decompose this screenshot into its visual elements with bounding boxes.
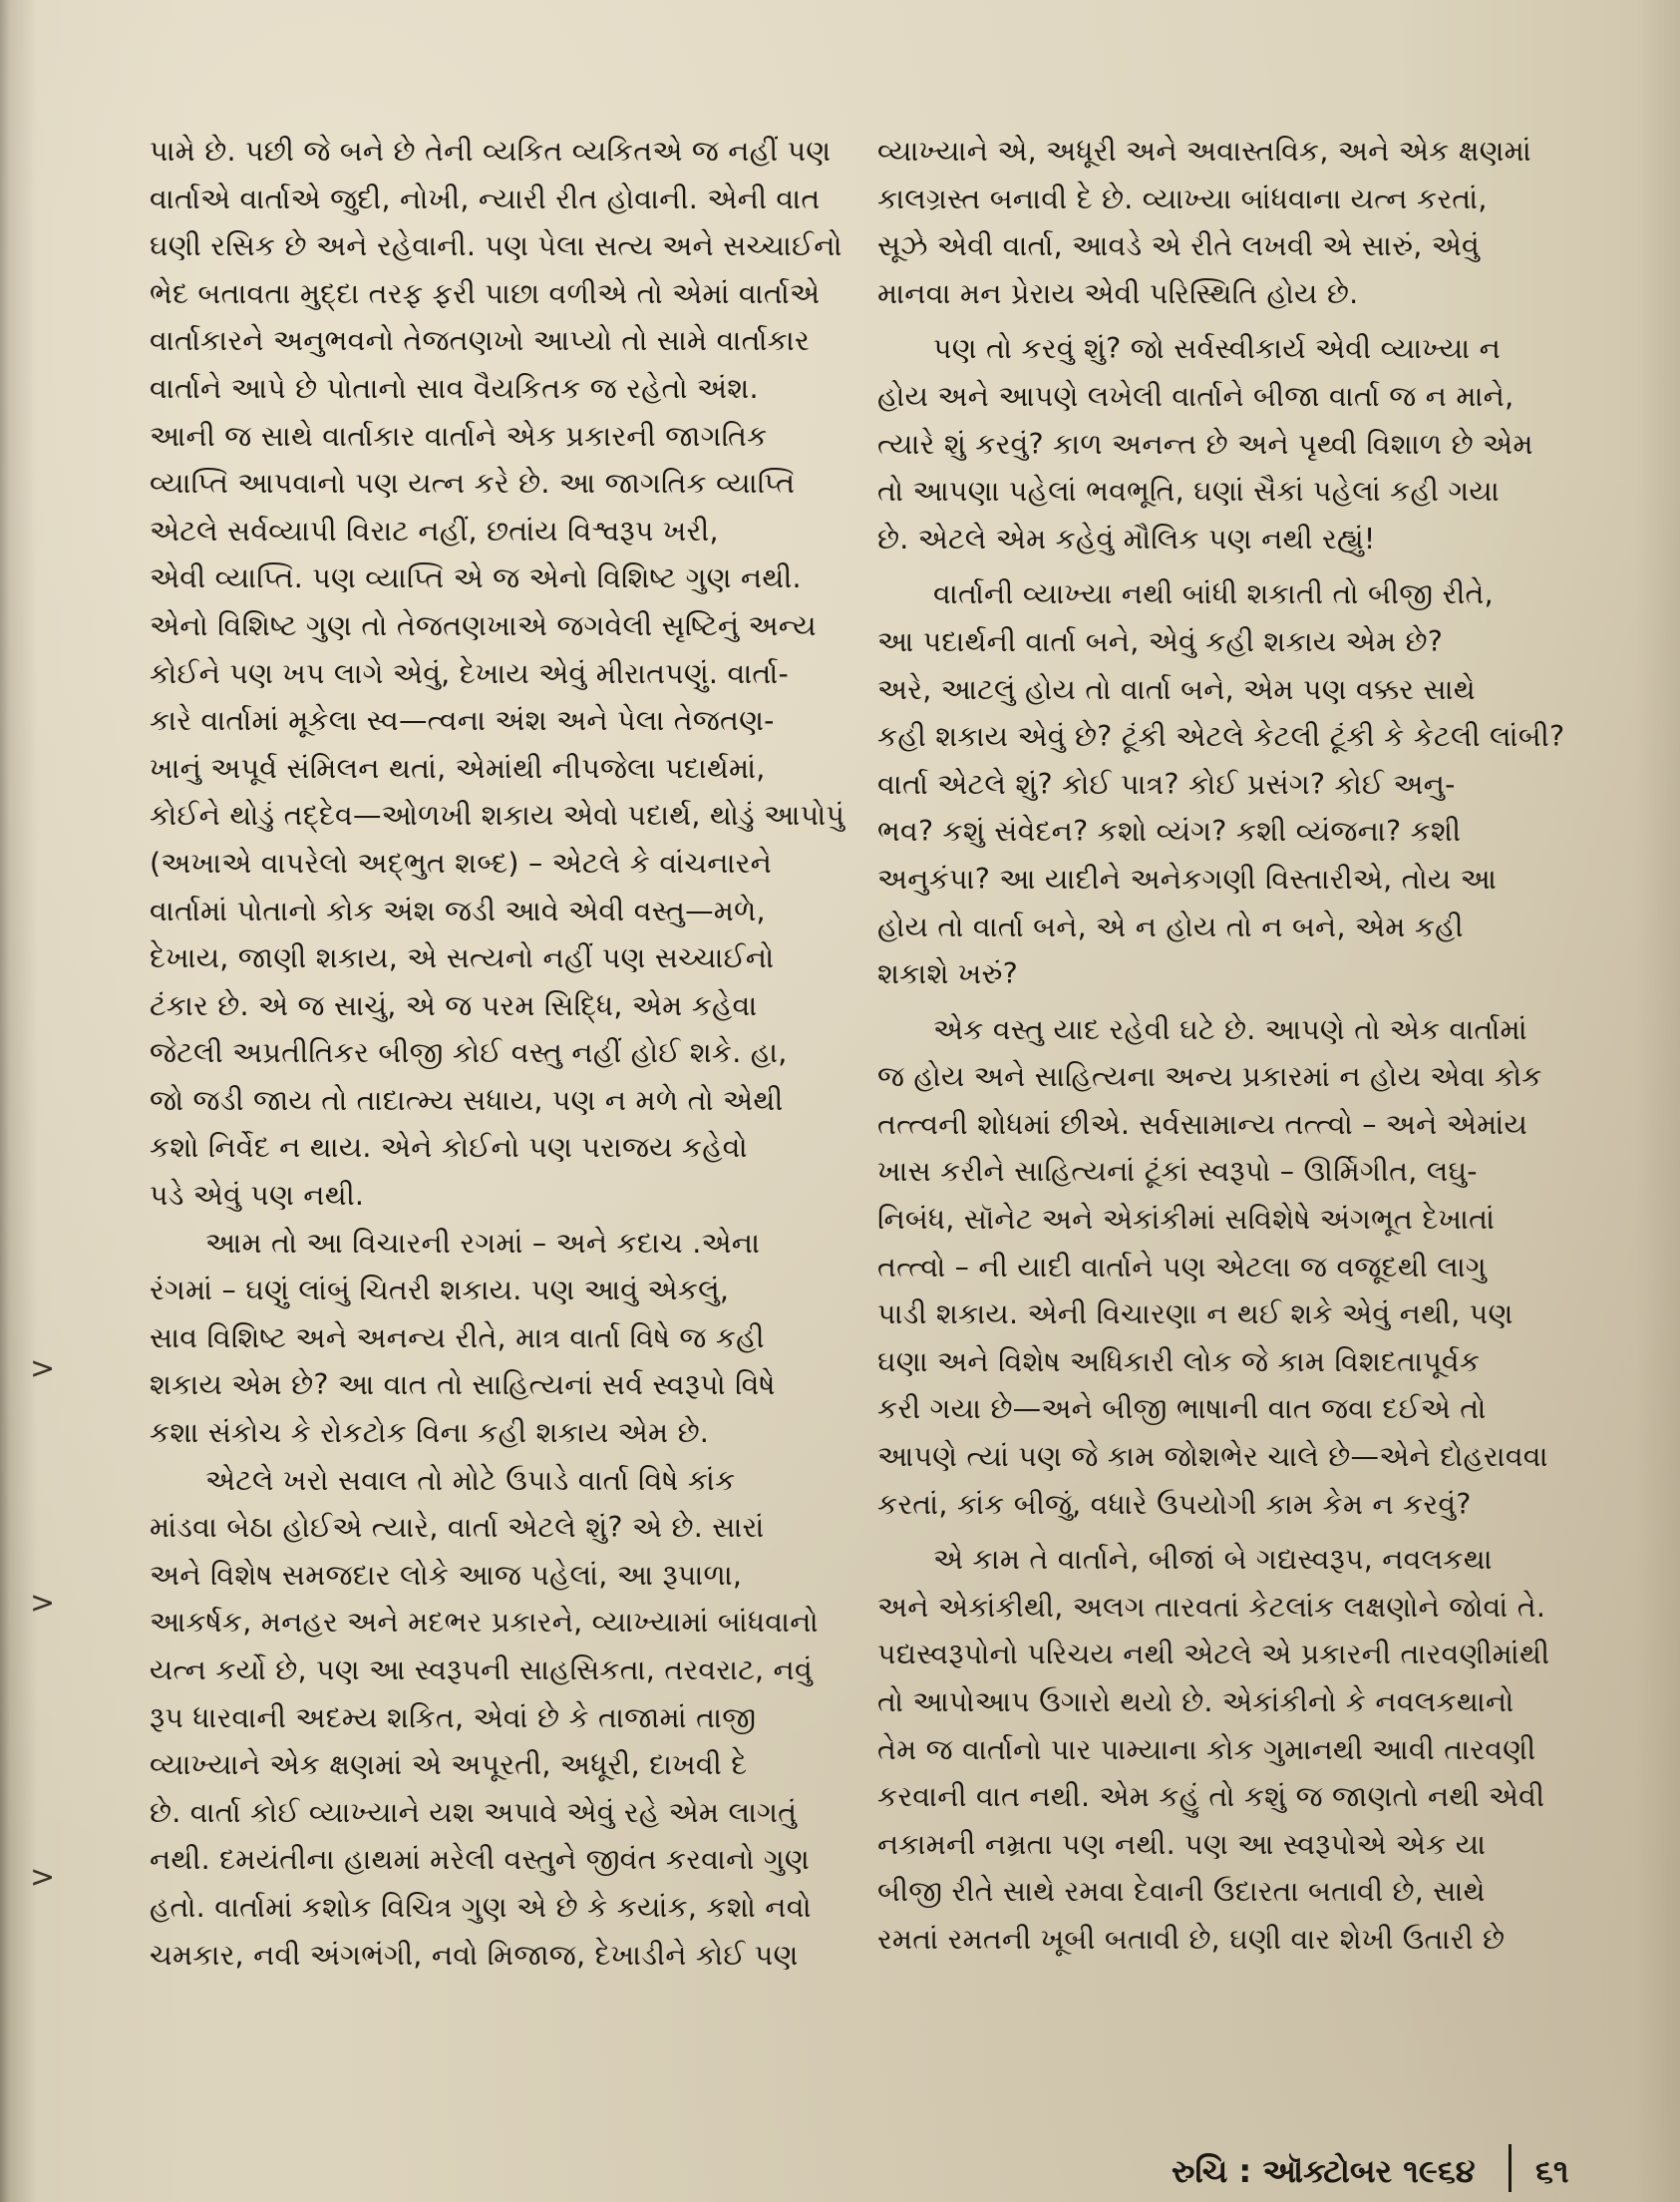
text-line: કરવાની વાત નથી. એમ કહું તો કશું જ જાણતો નથી એવી: [877, 1780, 1545, 1814]
margin-arrow-mark: >: [30, 1351, 56, 1386]
text-line: તત્ત્વની શોધમાં છીએ. સર્વસામાન્ય તત્ત્વો – અને એમાંય: [877, 1107, 1527, 1141]
text-line: વાર્તાએ વાર્તાએ જુદી, નોખી, ન્યારી રીત હોવાની. એની વાત: [150, 182, 821, 215]
text-line: કોઈને થોડું તદ્દેવ—ઓળખી શકાય એવો પદાર્થ, થોડું આપોપું: [150, 799, 845, 833]
text-line: સૂઝે એવી વાર્તા, આવડે એ રીતે લખવી એ સારું, એવું: [877, 229, 1480, 263]
text-line: હતો. વાર્તામાં કશોક વિચિત્ર ગુણ એ છે કે કયાંક, કશો નવો: [150, 1890, 812, 1924]
text-line: ટંકાર છે. એ જ સાચું, એ જ પરમ સિદ્ધિ, એમ કહેવા: [150, 988, 758, 1022]
text-line: માનવા મન પ્રેરાય એવી પરિસ્થિતિ હોય છે.: [877, 276, 1359, 310]
text-line: બીજી રીતે સાથે રમવા દેવાની ઉદારતા બતાવી છે, સાથે: [877, 1875, 1486, 1909]
text-line: ચમકાર, નવી અંગભંગી, નવો મિજાજ, દેખાડીને કોઈ પણ: [150, 1938, 799, 1972]
right-column: [877, 128, 1565, 1964]
text-line: વાર્તામાં પોતાનો કોક અંશ જડી આવે એવી વસ્તુ—મળે,: [150, 894, 766, 927]
text-line: છે. વાર્તા કોઈ વ્યાખ્યાને યશ અપાવે એવું રહે એમ લાગતું: [150, 1795, 798, 1829]
text-line: કાલગ્રસ્ત બનાવી દે છે. વ્યાખ્યા બાંધવાના યત્ન કરતાં,: [877, 182, 1488, 215]
text-line: નથી. દમયંતીના હાથમાં મરેલી વસ્તુને જીવંત કરવાનો ગુણ: [150, 1843, 810, 1877]
text-line: દેખાય, જાણી શકાય, એ સત્યનો નહીં પણ સચ્ચાઈનો: [150, 941, 775, 975]
text-line: આકર્ષક, મનહર અને મદભર પ્રકારને, વ્યાખ્યામાં બાંધવાનો: [150, 1606, 819, 1640]
text-line: (અખાએ વાપરેલો અદ્ભુત શબ્દ) – એટલે કે વાંચનારને: [150, 846, 773, 880]
text-line: કશા સંકોચ કે રોકટોક વિના કહી શકાય એમ છે.: [150, 1416, 710, 1450]
text-line: રૂપ ધારવાની અદમ્ય શકિત, એવાં છે કે તાજામાં તાજી: [150, 1700, 757, 1734]
text-line: માંડવા બેઠા હોઈએ ત્યારે, વાર્તા એટલે શું? એ છે. સારાં: [150, 1511, 765, 1545]
margin-arrow-mark: >: [30, 1860, 56, 1895]
text-line: ઘણા અને વિશેષ અધિકારી લોક જે કામ વિશદતાપૂર્વક: [877, 1344, 1481, 1378]
text-line: ખાસ કરીને સાહિત્યનાં ટૂંકાં સ્વરૂપો – ઊર્મિગીત, લઘુ-: [877, 1155, 1478, 1189]
text-line: ત્યારે શું કરવું? કાળ અનન્ત છે અને પૃથ્વી વિશાળ છે એમ: [877, 427, 1533, 461]
text-line: પણ તો કરવું શું? જો સર્વસ્વીકાર્ય એવી વ્યાખ્યા ન: [933, 332, 1502, 366]
text-line: એક વસ્તુ યાદ રહેવી ઘટે છે. આપણે તો એક વાર્તામાં: [933, 1012, 1527, 1046]
text-line: શકાય એમ છે? આ વાત તો સાહિત્યનાં સર્વ સ્વરૂપો વિષે: [150, 1368, 776, 1402]
text-line: સાવ વિશિષ્ટ અને અનન્ય રીતે, માત્ર વાર્તા વિષે જ કહી: [150, 1320, 765, 1354]
text-line: પડે એવું પણ નથી.: [150, 1179, 365, 1213]
text-line: ખાનું અપૂર્વ સંમિલન થતાં, એમાંથી નીપજેલા પદાર્થમાં,: [150, 751, 766, 785]
text-line: અનુકંપા? આ યાદીને અનેકગણી વિસ્તારીએ, તોય આ: [877, 862, 1498, 896]
text-line: જ હોય અને સાહિત્યના અન્ય પ્રકારમાં ન હોય એવા કોક: [877, 1060, 1542, 1094]
text-line: ભવ? કશું સંવેદન? કશો વ્યંગ? કશી વ્યંજના? કશી: [877, 815, 1462, 849]
text-line: કહી શકાય એવું છે? ટૂંકી એટલે કેટલી ટૂંકી કે કેટલી લાંબી?: [877, 720, 1565, 754]
text-line: જો જડી જાય તો તાદાત્મ્ય સધાય, પણ ન મળે તો એથી: [150, 1083, 784, 1117]
text-line: આમ તો આ વિચારની રગમાં – અને કદાચ .એના: [205, 1226, 761, 1260]
text-line: રમતાં રમતની ખૂબી બતાવી છે, ઘણી વાર શેખી ઉતારી છે: [877, 1922, 1506, 1956]
text-line: કરતાં, કાંક બીજું, વધારે ઉપયોગી કામ કેમ ન કરવું?: [877, 1487, 1472, 1521]
text-line: કરી ગયા છે—અને બીજી ભાષાની વાત જવા દઈએ તો: [877, 1392, 1487, 1426]
text-line: વાર્તા એટલે શું? કોઈ પાત્ર? કોઈ પ્રસંગ? કોઈ અનુ-: [877, 767, 1456, 801]
text-line: નકામની નમ્રતા પણ નથી. પણ આ સ્વરૂપોએ એક યા: [877, 1827, 1487, 1861]
text-line: કારે વાર્તામાં મૂકેલા સ્વ—ત્વના અંશ અને પેલા તેજતણ-: [150, 704, 775, 738]
text-line: વ્યાપ્તિ આપવાનો પણ યત્ન કરે છે. આ જાગતિક વ્યાપ્તિ: [150, 467, 796, 501]
text-line: જેટલી અપ્રતીતિકર બીજી કોઈ વસ્તુ નહીં હોઈ શકે. હા,: [150, 1036, 788, 1070]
text-line: વાર્તાકારને અનુભવનો તેજતણખો આપ્યો તો સામે વાર્તાકાર: [150, 324, 810, 358]
text-line: પામે છે. પછી જે બને છે તેની વ્યકિત વ્યકિતએ જ નહીં પણ: [150, 135, 832, 168]
text-line: હોય તો વાર્તા બને, એ ન હોય તો ન બને, એમ કહી: [877, 910, 1464, 943]
text-line: આની જ સાથે વાર્તાકાર વાર્તાને એક પ્રકારની જાગતિક: [150, 419, 768, 453]
text-line: અરે, આટલું હોય તો વાર્તા બને, એમ પણ વક્કર સાથે: [877, 672, 1476, 706]
text-line: વાર્તાની વ્યાખ્યા નથી બાંધી શકાતી તો બીજી રીતે,: [933, 577, 1494, 611]
text-line: પાડી શકાય. એની વિચારણા ન થઈ શકે એવું નથી, પણ: [877, 1297, 1513, 1331]
text-line: નિબંધ, સૉનેટ અને એકાંકીમાં સવિશેષે અંગભૂત દેખાતાં: [877, 1203, 1496, 1237]
text-line: વાર્તાને આપે છે પોતાનો સાવ વૈયકિતક જ રહેતો અંશ.: [150, 371, 759, 405]
text-line: એનો વિશિષ્ટ ગુણ તો તેજતણખાએ જગવેલી સૃષ્ટિનું અન્ય: [150, 608, 817, 642]
text-line: વ્યાખ્યાને એક ક્ષણમાં એ અપૂરતી, અધૂરી, દાખવી દે: [150, 1748, 748, 1782]
text-line: એવી વ્યાપ્તિ. પણ વ્યાપ્તિ એ જ એનો વિશિષ્ટ ગુણ નથી.: [150, 561, 802, 595]
text-line: આ પદાર્થની વાર્તા બને, એવું કહી શકાય એમ છે?: [877, 624, 1444, 658]
text-line: રંગમાં – ઘણું લાંબું ચિતરી શકાય. પણ આવું એકલું,: [150, 1274, 730, 1307]
text-line: એ કામ તે વાર્તાને, બીજાં બે ગદ્યસ્વરૂપ, નવલકથા: [933, 1543, 1493, 1577]
footer-divider: [1509, 2144, 1512, 2192]
text-line: વ્યાખ્યાને એ, અધૂરી અને અવાસ્તવિક, અને એક ક્ષણમાં: [877, 135, 1531, 168]
text-line: કશો નિર્વેદ ન થાય. એને કોઈનો પણ પરાજય કહેવો: [150, 1131, 748, 1165]
text-line: પદ્યસ્વરૂપોનો પરિચય નથી એટલે એ પ્રકારની તારવણીમાંથી: [877, 1638, 1550, 1671]
text-line: આપણે ત્યાં પણ જે કામ જોશભેર ચાલે છે—એને દોહરાવવા: [877, 1440, 1548, 1474]
page-number: ૬૧: [1535, 2152, 1569, 2190]
text-line: એટલે સર્વવ્યાપી વિરાટ નહીં, છતાંય વિશ્વરૂપ ખરી,: [150, 514, 719, 548]
text-line: શકાશે ખરું?: [877, 957, 1018, 991]
text-line: એટલે ખરો સવાલ તો મોટે ઉપાડે વાર્તા વિષે કાંક: [205, 1463, 736, 1497]
text-line: કોઈને પણ ખપ લાગે એવું, દેખાય એવું મીરાતપણું. વાર્તા-: [150, 656, 789, 690]
text-line: છે. એટલે એમ કહેવું મૌલિક પણ નથી રહ્યું!: [877, 522, 1376, 555]
text-line: તો આપણા પહેલાં ભવભૂતિ, ઘણાં સૈકાં પહેલાં કહી ગયા: [877, 475, 1500, 509]
magazine-footer: રુચિ : ઑક્ટોબર ૧૯૬૪: [1172, 2152, 1476, 2190]
text-line: યત્ન કર્યો છે, પણ આ સ્વરૂપની સાહસિકતા, તરવરાટ, નવું: [150, 1653, 813, 1686]
text-line: ઘણી રસિક છે અને રહેવાની. પણ પેલા સત્ય અને સચ્ચાઈનો: [150, 229, 842, 263]
margin-arrow-mark: >: [30, 1586, 56, 1621]
text-line: અને વિશેષ સમજદાર લોકે આજ પહેલાં, આ રૂપાળા,: [150, 1558, 743, 1592]
text-line: ભેદ બતાવતા મુદ્દા તરફ ફરી પાછા વળીએ તો એમાં વાર્તાએ: [150, 276, 821, 310]
text-line: તેમ જ વાર્તાનો પાર પામ્યાના કોક ગુમાનથી આવી તારવણી: [877, 1732, 1536, 1766]
text-line: અને એકાંકીથી, અલગ તારવતાં કેટલાંક લક્ષણોને જોવાં તે.: [877, 1590, 1546, 1624]
text-line: હોય અને આપણે લખેલી વાર્તાને બીજા વાર્તા જ ન માને,: [877, 379, 1514, 413]
text-line: તો આપોઆપ ઉગારો થયો છે. એકાંકીનો કે નવલકથાનો: [877, 1685, 1514, 1718]
left-column: [150, 128, 845, 1979]
text-line: તત્ત્વો – ની યાદી વાર્તાને પણ એટલા જ વજૂદથી લાગુ: [877, 1250, 1487, 1284]
